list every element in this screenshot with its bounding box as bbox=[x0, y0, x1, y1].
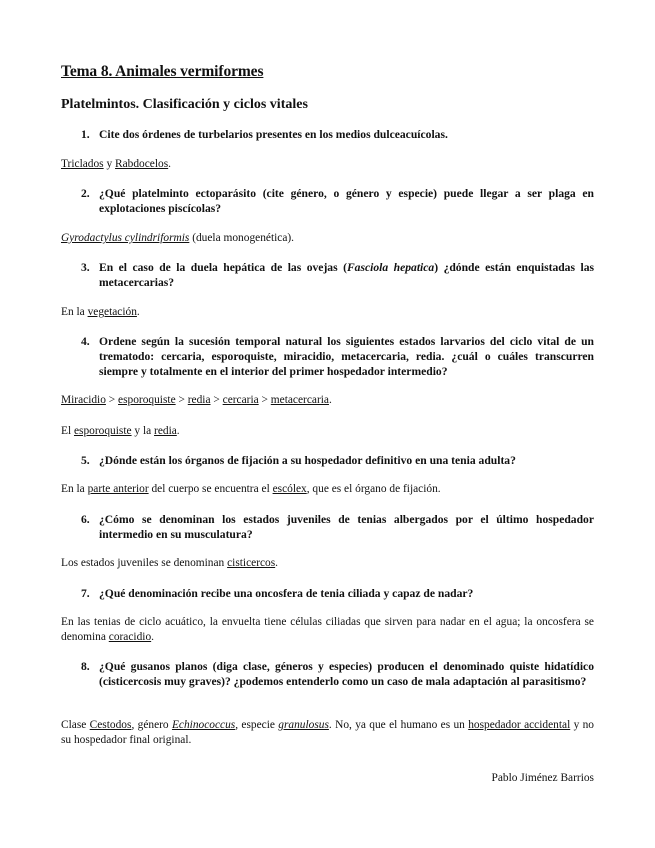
answer-5 bbox=[61, 482, 594, 497]
answer-3 bbox=[61, 305, 594, 320]
question-number: 2. bbox=[81, 187, 90, 200]
question-number: 8. bbox=[81, 660, 90, 673]
answer-term: redia bbox=[154, 425, 177, 437]
answer-text: Clase bbox=[61, 719, 90, 731]
question-text bbox=[99, 260, 594, 290]
section-heading: Platelmintos. Clasificación y ciclos vitales bbox=[61, 97, 308, 112]
question-text: Ordene según la sucesión temporal natural los siguientes estados larvarios del ciclo vital de un trematodo: cercaria, esporoquiste, miracidio, metacercaria, redia. ¿cuál o cuáles transcurren siempre y totalmente en el interior del primer hospedador intermedio? bbox=[99, 335, 594, 378]
answer-term: Gyrodactylus cylindriformis bbox=[61, 232, 190, 244]
question-4 bbox=[81, 334, 594, 379]
answer-text: En la bbox=[61, 483, 88, 495]
answer-6 bbox=[61, 556, 594, 571]
answer-term: cisticercos bbox=[227, 557, 276, 569]
answer-text: del cuerpo se encuentra el bbox=[148, 483, 273, 495]
question-text-part: ) ¿dónde están enquistadas las metacercarias? bbox=[99, 261, 594, 289]
answer-term: escólex bbox=[272, 483, 307, 495]
separator: > bbox=[210, 394, 223, 406]
answer-1 bbox=[61, 157, 594, 172]
answer-4-intermediate bbox=[61, 424, 594, 439]
answer-7 bbox=[61, 615, 594, 645]
answer-text: (duela monogenética). bbox=[189, 232, 295, 244]
answer-term: esporoquiste bbox=[73, 425, 132, 437]
answer-text: Los estados juveniles se denominan bbox=[61, 557, 228, 569]
answer-term: metacercaria bbox=[270, 394, 329, 406]
answer-term: cercaria bbox=[222, 394, 259, 406]
answer-term: Cestodos bbox=[89, 719, 132, 731]
document-title: Tema 8. Animales vermiformes bbox=[61, 63, 264, 80]
answer-term: parte anterior bbox=[87, 483, 149, 495]
answer-text: . bbox=[136, 306, 140, 318]
answer-text: . bbox=[328, 394, 332, 406]
answer-term: coracidio bbox=[108, 631, 152, 643]
answer-4-sequence bbox=[61, 393, 594, 408]
separator: > bbox=[175, 394, 188, 406]
question-5 bbox=[81, 453, 594, 468]
answer-text: y no su hospedador final original. bbox=[61, 719, 594, 746]
answer-8 bbox=[61, 718, 594, 748]
answer-term: Triclados bbox=[61, 158, 104, 170]
answer-text: , que es el órgano de fijación. bbox=[306, 483, 441, 495]
question-text: ¿Qué platelminto ectoparásito (cite género, o género y especie) puede llegar a ser plaga en explotaciones piscícolas? bbox=[99, 187, 594, 215]
question-number: 3. bbox=[81, 261, 90, 274]
answer-text: , especie bbox=[235, 719, 279, 731]
answer-text: En la bbox=[61, 306, 88, 318]
answer-term: Rabdocelos bbox=[115, 158, 169, 170]
question-6 bbox=[81, 512, 594, 542]
answer-text: . bbox=[168, 158, 172, 170]
question-text: ¿Qué denominación recibe una oncosfera de tenia ciliada y capaz de nadar? bbox=[99, 587, 474, 600]
question-text: ¿Dónde están los órganos de fijación a su hospedador definitivo en una tenia adulta? bbox=[99, 454, 516, 467]
question-1 bbox=[81, 127, 594, 142]
answer-text: . No, ya que el humano es un bbox=[328, 719, 469, 731]
answer-term: Miracidio bbox=[61, 394, 106, 406]
question-number: 5. bbox=[81, 454, 90, 467]
question-text: Cite dos órdenes de turbelarios presentes en los medios dulceacuícolas. bbox=[99, 128, 448, 141]
answer-term: vegetación bbox=[87, 306, 137, 318]
question-8 bbox=[81, 659, 594, 689]
species-name: Fasciola hepatica bbox=[346, 261, 435, 274]
question-3 bbox=[81, 260, 594, 290]
question-number: 4. bbox=[81, 335, 90, 348]
question-text: ¿Qué gusanos planos (diga clase, géneros y especies) producen el denominado quiste hidatídico (cisticercosis muy graves)? ¿podemos entenderlo como un caso de mala adaptación al parasitismo? bbox=[99, 660, 594, 688]
question-2 bbox=[81, 186, 594, 216]
answer-term: granulosus bbox=[278, 719, 329, 731]
answer-2 bbox=[61, 231, 594, 246]
answer-text: , género bbox=[131, 719, 172, 731]
answer-text: y bbox=[103, 158, 116, 170]
author-signature: Pablo Jiménez Barrios bbox=[491, 772, 594, 784]
separator: > bbox=[258, 394, 271, 406]
question-text: ¿Cómo se denominan los estados juveniles de tenias albergados por el último hospedador intermedio en su musculatura? bbox=[99, 513, 594, 541]
answer-term: redia bbox=[187, 394, 211, 406]
question-number: 1. bbox=[81, 128, 90, 141]
answer-text: . bbox=[275, 557, 279, 569]
separator: > bbox=[105, 394, 119, 406]
answer-text: En las tenias de ciclo acuático, la envuelta tiene células ciliadas que sirven para nadar en el agua; la oncosfera se denomina bbox=[61, 616, 594, 643]
answer-text: . bbox=[151, 631, 155, 643]
answer-text: y la bbox=[131, 425, 155, 437]
question-7 bbox=[81, 586, 594, 601]
answer-term: hospedador accidental bbox=[468, 719, 571, 731]
question-number: 7. bbox=[81, 587, 90, 600]
answer-text: . bbox=[176, 425, 180, 437]
answer-term: esporoquiste bbox=[118, 394, 176, 406]
question-text-part: En el caso de la duela hepática de las ovejas ( bbox=[99, 261, 347, 274]
answer-term: Echinococcus bbox=[171, 719, 236, 731]
question-number: 6. bbox=[81, 513, 90, 526]
answer-text: El bbox=[61, 425, 74, 437]
